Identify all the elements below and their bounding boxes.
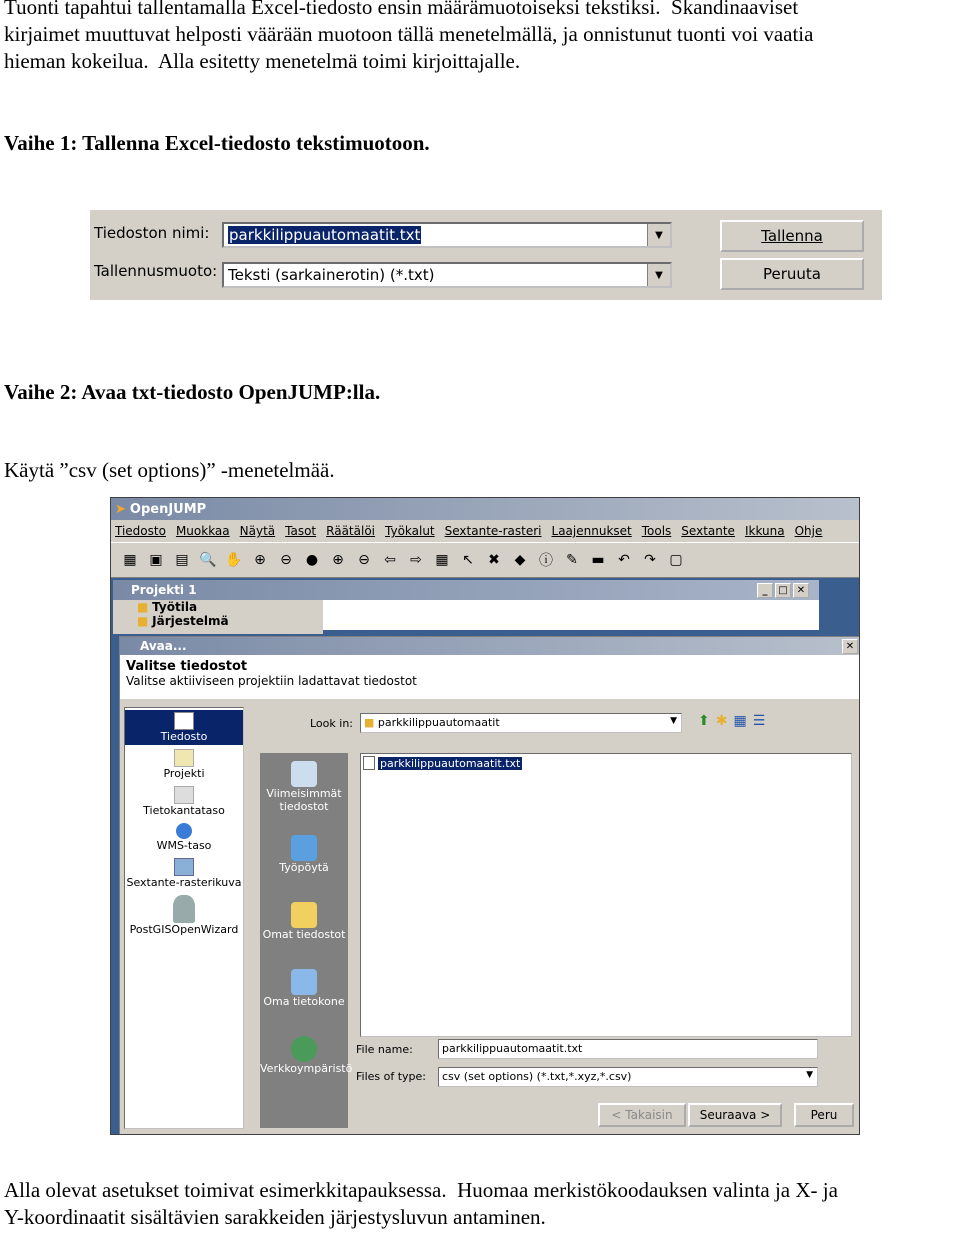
folder-icon[interactable]: ▣ — [149, 552, 163, 568]
open-dialog — [119, 636, 860, 1135]
zoom-previous-icon[interactable]: ⊕ — [254, 552, 266, 568]
save-button[interactable] — [720, 220, 864, 252]
save-dialog-crop — [90, 208, 882, 300]
source-label: Sextante-rasterikuva — [126, 876, 242, 889]
info-icon[interactable]: ⓘ — [539, 553, 553, 569]
source-label: Tiedosto — [160, 730, 208, 743]
step1-heading: Vaihe 1: Tallenna Excel-tiedosto tekstimuotoon. — [4, 131, 430, 155]
zoom-in-icon[interactable]: ⊕ — [332, 552, 344, 568]
tree-item-label: Järjestelmä — [152, 614, 229, 628]
database-icon — [174, 786, 194, 804]
project-icon — [174, 749, 194, 767]
redo-icon[interactable]: ↷ — [644, 552, 656, 568]
up-folder-icon[interactable]: ⬆ — [698, 713, 710, 729]
tree-item[interactable] — [113, 600, 323, 614]
toolbar — [111, 542, 859, 578]
filetype-value: Teksti (sarkainerotin) (*.txt) — [228, 266, 435, 284]
new-folder-icon[interactable]: ✱ — [715, 713, 728, 729]
filetype-label: Tallennusmuoto: — [94, 262, 218, 280]
menu-item[interactable]: Muokkaa — [175, 524, 230, 538]
file-name-input[interactable]: parkkilippuautomaatit.txt — [438, 1039, 818, 1059]
next-button[interactable]: Seuraava > — [688, 1103, 782, 1127]
chevron-down-icon: ▼ — [670, 716, 677, 726]
project-title: Projekti 1 — [131, 583, 197, 597]
elephant-icon — [173, 895, 195, 923]
desktop-icon — [291, 835, 317, 861]
details-view-icon[interactable]: ☰ — [752, 713, 766, 729]
delete-icon[interactable]: ✖ — [488, 552, 500, 568]
openjump-logo-icon: ➤ — [115, 501, 126, 517]
network-icon — [291, 1036, 317, 1062]
save-button-label: Tallenna — [761, 227, 823, 245]
globe-icon[interactable]: ● — [305, 552, 319, 568]
pan-hand-icon[interactable]: ✋ — [225, 552, 243, 568]
source-item-raster[interactable] — [125, 856, 243, 891]
places-bar — [260, 753, 353, 1128]
place-network[interactable] — [260, 1036, 353, 1075]
header-subtitle: Valitse aktiiviseen projektiin ladattavat tiedostot — [126, 674, 417, 688]
forward-arrow-icon[interactable]: ⇨ — [410, 552, 422, 568]
place-label: Työpöytä — [279, 861, 329, 874]
project-titlebar — [113, 580, 819, 600]
chevron-down-icon[interactable]: ▼ — [647, 264, 670, 286]
source-item-wms[interactable] — [125, 821, 243, 854]
computer-icon — [291, 969, 317, 995]
menu-item[interactable]: Näytä — [239, 524, 276, 538]
pointer-icon[interactable]: ↖ — [462, 552, 474, 568]
project-window — [113, 580, 819, 630]
source-list — [124, 707, 244, 1129]
step2-subtext: Käytä ”csv (set options)” -menetelmää. — [4, 458, 335, 482]
look-in-value: parkkilippuautomaatit — [377, 716, 500, 729]
openjump-titlebar — [111, 498, 859, 520]
look-in-toolbar — [698, 713, 765, 729]
source-label: WMS-taso — [156, 839, 212, 852]
menu-item[interactable]: Ikkuna — [744, 524, 785, 538]
file-item-label: parkkilippuautomaatit.txt — [380, 756, 521, 770]
back-button[interactable]: < Takaisin — [598, 1103, 686, 1127]
folder-icon: ■ — [137, 614, 149, 628]
source-item-database[interactable] — [125, 784, 243, 819]
open-dialog-title: Avaa... — [140, 639, 187, 653]
source-label: PostGISOpenWizard — [129, 923, 239, 936]
place-label: Oma tietokone — [263, 995, 345, 1008]
look-in-label: Look in: — [310, 717, 353, 730]
layer-tree — [113, 600, 323, 634]
undo-icon[interactable]: ↶ — [618, 552, 630, 568]
file-list — [360, 753, 852, 1037]
raster-icon — [174, 858, 194, 876]
step2-heading: Vaihe 2: Avaa txt-tiedosto OpenJUMP:lla. — [4, 380, 381, 404]
menu-item[interactable]: Laajennukset — [551, 524, 632, 538]
box-icon[interactable]: ◆ — [514, 552, 526, 568]
chevron-down-icon[interactable]: ▼ — [647, 224, 670, 246]
place-label: Omat tiedostot — [262, 928, 346, 941]
edit-icon[interactable]: ✎ — [566, 552, 578, 568]
zoom-out-icon[interactable]: ⊖ — [358, 552, 370, 568]
folder-icon: ■ — [364, 716, 375, 729]
cancel-button[interactable]: Peru — [794, 1103, 854, 1127]
tree-item-label: Työtila — [152, 600, 198, 614]
globe-icon — [176, 823, 192, 839]
file-type-value: csv (set options) (*.txt,*.xyz,*.csv) — [442, 1070, 632, 1083]
openjump-window — [110, 497, 860, 1135]
tree-item[interactable] — [113, 614, 323, 628]
file-item[interactable] — [363, 756, 522, 770]
cancel-button[interactable] — [720, 258, 864, 290]
close-icon[interactable]: ✕ — [793, 583, 809, 598]
source-item-file[interactable] — [125, 710, 243, 745]
place-computer[interactable] — [260, 969, 348, 1008]
place-desktop[interactable] — [260, 835, 348, 874]
menu-item[interactable]: Sextante-rasteri — [444, 524, 542, 538]
maximize-icon[interactable]: □ — [775, 583, 791, 598]
place-label: Verkkoympäristö — [260, 1062, 353, 1075]
filename-value: parkkilippuautomaatit.txt — [229, 226, 421, 244]
footer-paragraph: Alla olevat asetukset toimivat esimerkkitapauksessa. Huomaa merkistökoodauksen valinta ja X- ja Y-koordinaatit sisältävien sarakkeiden järjestysluvun antaminen. — [4, 1178, 838, 1229]
cancel-button-label: Peruuta — [763, 265, 821, 283]
list-view-icon[interactable]: ▦ — [733, 713, 747, 729]
source-item-project[interactable] — [125, 747, 243, 782]
menubar — [111, 520, 859, 542]
place-documents[interactable] — [260, 902, 348, 941]
window-icon[interactable]: ▢ — [669, 552, 683, 568]
menu-item[interactable]: Tiedosto — [115, 524, 166, 538]
header-title: Valitse tiedostot — [126, 659, 248, 674]
menu-item[interactable]: Sextante — [681, 524, 735, 538]
layers-icon[interactable]: ▤ — [175, 552, 189, 568]
menu-item[interactable]: Työkalut — [385, 524, 435, 538]
menu-item[interactable]: Räätälöi — [326, 524, 375, 538]
intro-paragraph: Tuonti tapahtui tallentamalla Excel-tiedosto ensin määrämuotoiseksi tekstiksi. Skandinaaviset kirjaimet muuttuvat helposti väärään muotoon tällä menetelmällä, ja onnistunut tuonti voi vaatia hieman kokeilua. Alla esitetty menetelmä toimi kirjoittajalle. — [4, 0, 814, 73]
place-recent[interactable] — [260, 761, 348, 813]
source-label: Projekti — [163, 767, 205, 780]
file-icon — [174, 712, 194, 730]
file-type-select[interactable] — [438, 1067, 818, 1087]
back-arrow-icon[interactable]: ⇦ — [384, 552, 396, 568]
file-type-label: Files of type: — [356, 1070, 427, 1083]
grid-icon[interactable]: ▦ — [435, 552, 449, 568]
chevron-down-icon: ▼ — [806, 1070, 813, 1080]
filename-field[interactable] — [222, 222, 672, 248]
menu-item[interactable]: Ohje — [794, 524, 823, 538]
source-item-postgis[interactable] — [125, 893, 243, 938]
workspace-desktop — [111, 578, 859, 1135]
minimize-icon[interactable]: _ — [757, 583, 773, 598]
folder-icon: ■ — [137, 600, 149, 614]
zoom-next-icon[interactable]: ⊖ — [280, 552, 292, 568]
recent-icon — [291, 761, 317, 787]
ruler-icon[interactable]: ▬ — [591, 552, 605, 568]
openjump-title: OpenJUMP — [129, 501, 207, 517]
open-dialog-header — [120, 655, 860, 699]
add-layer-icon[interactable]: ▦ — [123, 552, 137, 568]
menu-item[interactable]: Tools — [641, 524, 672, 538]
text-file-icon — [363, 756, 375, 770]
file-name-label: File name: — [356, 1043, 413, 1056]
filetype-select[interactable] — [222, 262, 672, 288]
documents-folder-icon — [291, 902, 317, 928]
source-label: Tietokantataso — [143, 804, 225, 817]
close-icon[interactable]: ✕ — [842, 639, 858, 654]
open-dialog-titlebar — [120, 637, 860, 655]
place-label: Viimeisimmät tiedostot — [266, 787, 342, 813]
menu-item[interactable]: Tasot — [285, 524, 317, 538]
zoom-icon[interactable]: 🔍 — [199, 552, 217, 568]
look-in-select[interactable] — [360, 713, 682, 733]
filename-label: Tiedoston nimi: — [94, 224, 210, 242]
